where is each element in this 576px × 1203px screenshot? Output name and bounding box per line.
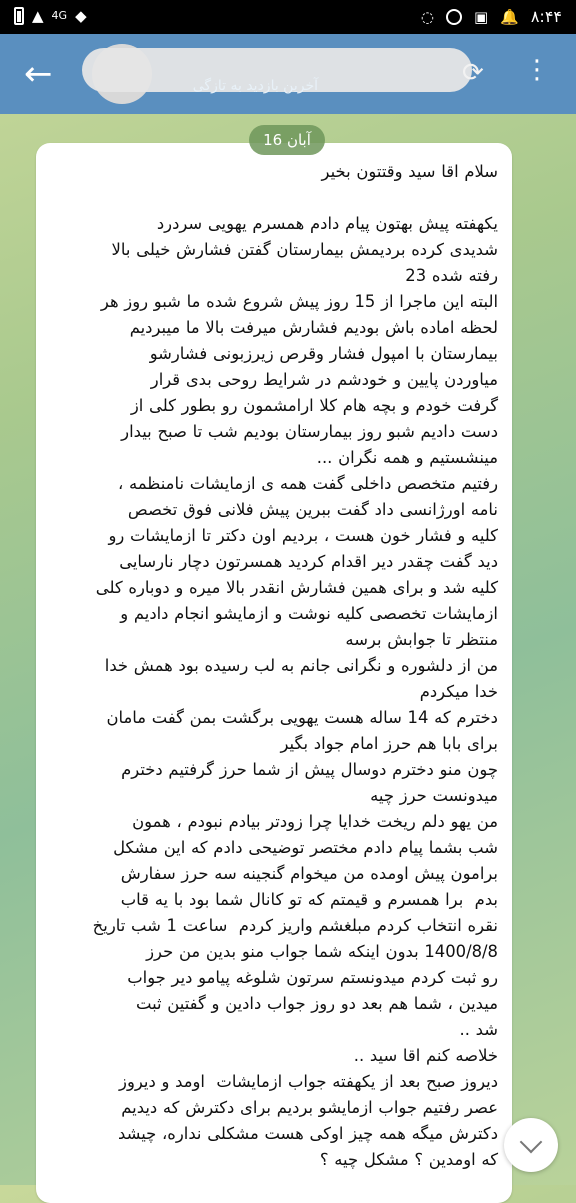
message-line: دکترش میگه همه چیز اوکی هست مشکلی نداره، چیشد: [117, 1124, 498, 1143]
message-line: میدین ، شما هم بعد دو روز جواب دادین و گفتین ثبت: [135, 994, 498, 1013]
message-line: میاوردن پایین و خودشم در شرایط روحی بدی قرار: [150, 370, 498, 389]
message-bubble[interactable]: [36, 143, 512, 1203]
signal-icon: ▲: [32, 7, 44, 25]
message-line: دخترم که 14 ساله هست یهویی برگشت بمن گفت مامان: [106, 708, 498, 727]
more-vertical-icon[interactable]: ⋮: [524, 55, 550, 85]
notification-circle-icon: [446, 9, 462, 25]
back-arrow-icon[interactable]: ←: [24, 54, 53, 94]
message-line: منتظر تا جوابش برسه: [345, 630, 498, 649]
network-type: 4G: [51, 9, 68, 22]
message-line: ازمایشات تخصصی کلیه نوشت و ازمایشو انجام دادیم و: [120, 604, 498, 623]
message-line: میدونست حرز چیه: [370, 786, 498, 805]
message-line: شد ..: [459, 1020, 498, 1039]
message-line: من از دلشوره و نگرانی جانم به لب رسیده بود همش خدا: [104, 656, 498, 675]
message-line: رفته شده 23: [405, 266, 498, 285]
message-line: نامه اورژانسی داد گفت ببرین پیش فلانی فوق تخصص: [127, 500, 498, 519]
message-line: شدیدی کرده بردیمش بیمارستان گفتن فشارش خیلی بالا: [111, 240, 498, 259]
sync-status-icon: ◌: [420, 7, 434, 26]
refresh-icon: ⟳: [462, 58, 484, 88]
message-line: خلاصه کنم اقا سید ..: [353, 1046, 498, 1065]
message-line: کلیه شد و برای همین فشارش انقدر بالا میره و دوباره کلی: [95, 578, 498, 597]
message-line: خدا میکردم: [419, 682, 498, 701]
message-line: [48, 185, 498, 211]
message-line: دیروز صبح بعد از یکهفته جواب ازمایشات اومد و دیروز: [119, 1072, 498, 1091]
message-line: البته این ماجرا از 15 روز پیش شروع شده ما شبو روز هر: [100, 292, 498, 311]
chevron-down-icon: [520, 1131, 543, 1154]
clock: ۸:۴۴: [530, 7, 562, 26]
message-line: مینشستیم و همه نگران ...: [316, 448, 498, 467]
message-line: رو ثبت کردم میدونستم سرتون شلوغه پیامو دیر جواب: [127, 968, 498, 987]
message-line: برای بابا هم حرز امام جواد بگیر: [280, 734, 498, 753]
wifi-icon: ◆: [75, 7, 87, 25]
message-line: دید گفت چقدر دیر اقدام کردید همسرتون دچار نارسایی: [119, 552, 498, 571]
chat-header: [0, 34, 576, 114]
message-line: لحظه اماده باش بودیم فشارش میرفت بالا ما میبردیم: [129, 318, 498, 337]
bell-icon: 🔔: [500, 7, 519, 26]
message-line: دست دادیم شبو روز بیمارستان بودیم شب تا صبح بیدار: [121, 422, 498, 441]
app-icon: ▣: [473, 7, 489, 26]
message-text: [48, 159, 498, 1173]
message-line: بیمارستان با امپول فشار وقرص زیرزبونی فشارشو: [149, 344, 498, 363]
message-line: کلیه و فشار خون هست ، بردیم اون دکتر تا ازمایشات رو: [108, 526, 498, 545]
message-line: بدم برا همسرم و قیمتم که تو کانال شما بود با یه قاب: [120, 890, 498, 909]
message-line: که اومدین ؟ مشکل چیه ؟: [319, 1150, 498, 1169]
message-line: 1400/8/8 بدون اینکه شما جواب منو بدین من حرز: [146, 942, 498, 961]
message-line: چون منو دخترم دوسال پیش از شما حرز گرفتیم دخترم: [121, 760, 498, 779]
message-line: نقره انتخاب کردم مبلغشم واریز کردم ساعت 1 شب تاریخ: [92, 916, 498, 935]
message-line: من یهو دلم ریخت خدایا چرا زودتر بیادم نبودم ، همون: [132, 812, 498, 831]
message-line: شب بشما پیام دادم مختصر توضیحی دادم که این مشکل: [113, 838, 498, 857]
message-line: گرفت خودم و بچه هام کلا ارامشمون رو بطور کلی از: [130, 396, 498, 415]
status-bar: [0, 0, 576, 34]
scroll-down-button[interactable]: [504, 1118, 558, 1172]
message-line: یکهفته پیش بهتون پیام دادم همسرم یهویی سردرد: [156, 214, 498, 233]
last-seen-status: آخرین بازدید به تازگی: [192, 78, 318, 94]
message-line: برامون پیش اومده من میخوام گنجینه سه حرز سفارش: [120, 864, 498, 883]
battery-icon: [14, 7, 24, 25]
date-badge: 16 آبان: [249, 125, 325, 155]
message-line: سلام اقا سید وقتتون بخیر: [321, 162, 498, 181]
message-line: عصر رفتیم جواب ازمایشو بردیم برای دکترش که دیدیم: [121, 1098, 498, 1117]
message-line: رفتیم متخصص داخلی گفت همه ی ازمایشات نامنظمه ،: [118, 474, 498, 493]
